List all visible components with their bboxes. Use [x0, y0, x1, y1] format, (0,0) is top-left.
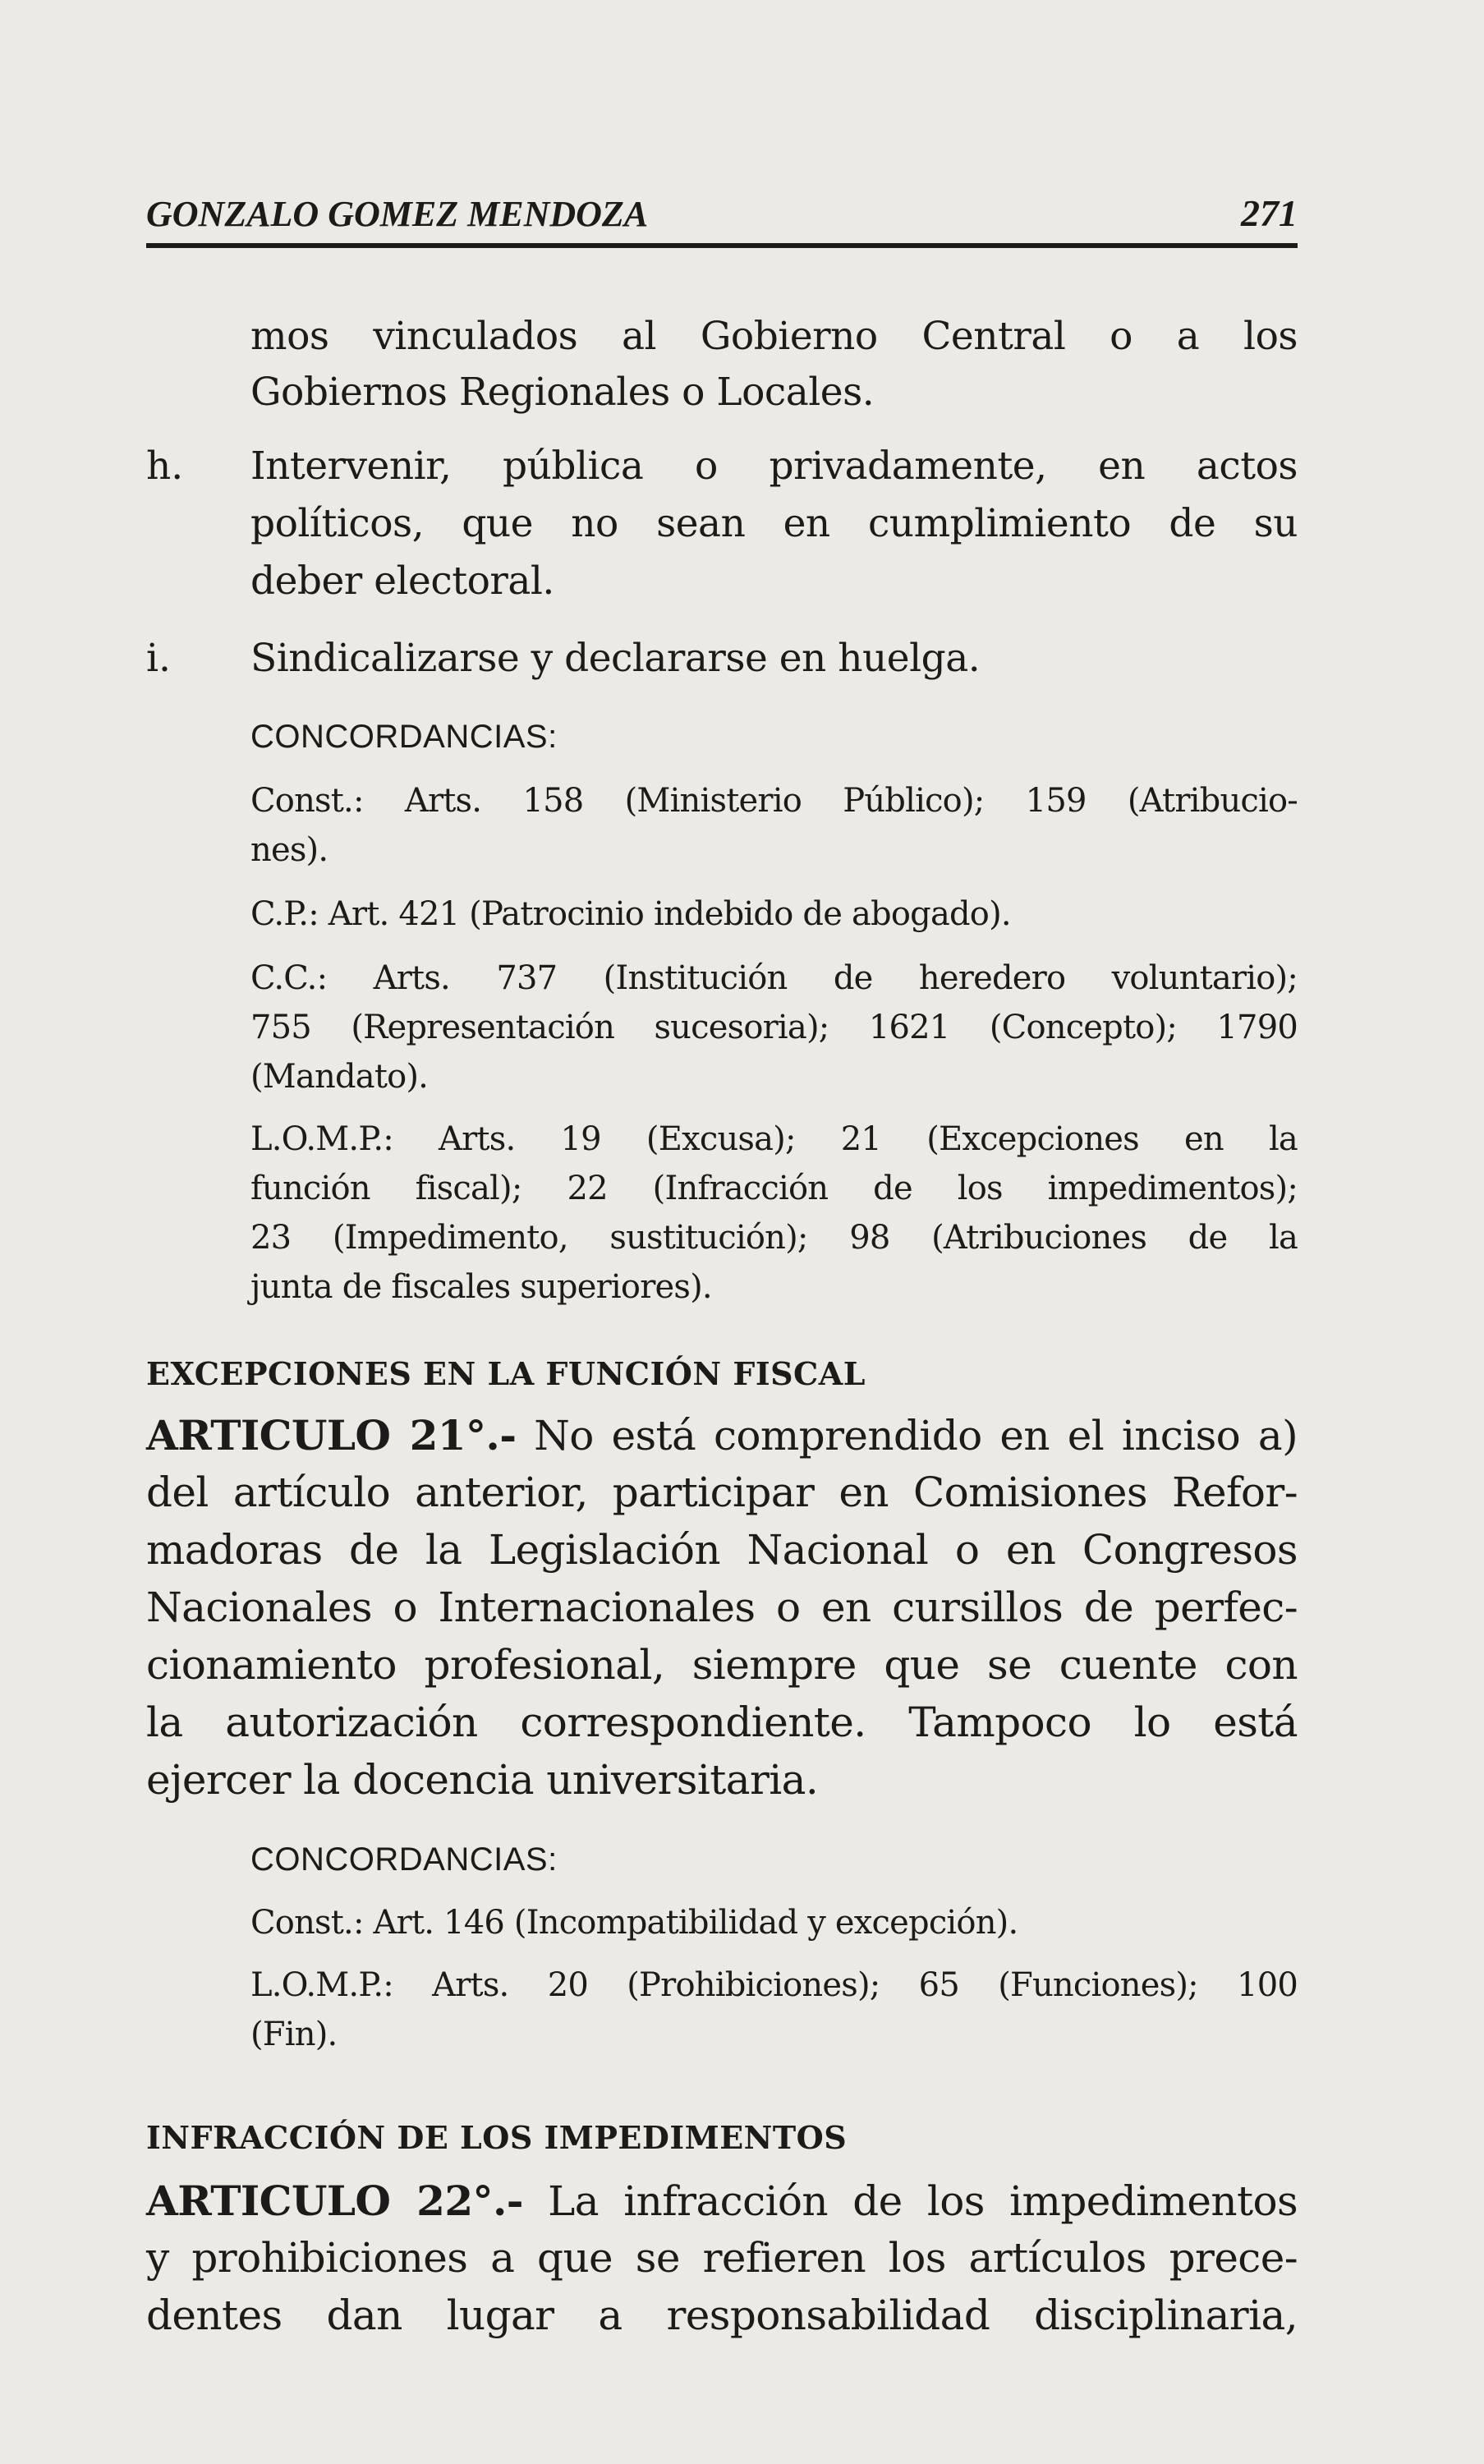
concordancia-line: 23 (Impedimento, sustitución); 98 (Atribuciones de la — [250, 1219, 1298, 1257]
concordancias-title: CONCORDANCIAS: — [250, 1841, 558, 1878]
article-21-first-text: No está comprendido en el inciso a) — [516, 1412, 1298, 1460]
article-21-line — [146, 1411, 1298, 1460]
running-header — [146, 184, 1298, 248]
article-22-line: dentes dan lugar a responsabilidad disciplinaria, — [146, 2292, 1298, 2339]
article-22-line: y prohibiciones a que se refieren los artículos prece- — [146, 2234, 1298, 2282]
concordancia-line: función fiscal); 22 (Infracción de los impedimentos); — [250, 1170, 1298, 1207]
article-21-line: cionamiento profesional, siempre que se cuente con — [146, 1641, 1298, 1689]
article-22-line — [146, 2177, 1298, 2225]
item-h-line: políticos, que no sean en cumplimiento de su — [250, 501, 1298, 546]
header-author: GONZALO GOMEZ MENDOZA — [146, 194, 649, 234]
item-h-line: deber electoral. — [250, 559, 554, 604]
concordancia-line: L.O.M.P.: Arts. 19 (Excusa); 21 (Excepciones en la — [250, 1120, 1298, 1158]
item-i-marker: i. — [146, 636, 171, 681]
page-number: 271 — [1241, 192, 1298, 234]
article-22-first-text: La infracción de los impedimentos — [522, 2177, 1298, 2225]
item-h-line: Intervenir, pública o privadamente, en actos — [250, 444, 1298, 489]
concordancia-line: junta de fiscales superiores). — [250, 1268, 712, 1306]
article-21-line: la autorización correspondiente. Tampoco lo está — [146, 1699, 1298, 1746]
concordancias-title: CONCORDANCIAS: — [250, 719, 558, 755]
concordancia-line: 755 (Representación sucesoria); 1621 (Concepto); 1790 — [250, 1009, 1298, 1046]
article-21-heading: EXCEPCIONES EN LA FUNCIÓN FISCAL — [146, 1355, 866, 1392]
article-21-line: madoras de la Legislación Nacional o en Congresos — [146, 1526, 1298, 1574]
concordancia-line: C.C.: Arts. 737 (Institución de heredero voluntario); — [250, 959, 1298, 997]
article-21-line: del artículo anterior, participar en Comisiones Refor- — [146, 1469, 1298, 1516]
concordancia-line: (Mandato). — [250, 1058, 429, 1096]
concordancia-line: C.P.: Art. 421 (Patrocinio indebido de abogado). — [250, 895, 1011, 933]
item-g-line: Gobiernos Regionales o Locales. — [250, 370, 875, 415]
concordancia-line: Const.: Arts. 158 (Ministerio Público); 159 (Atribucio- — [250, 782, 1298, 820]
concordancia-line: (Fin). — [250, 2016, 338, 2053]
article-21-line: ejercer la docencia universitaria. — [146, 1756, 819, 1804]
item-g-line: mos vinculados al Gobierno Central o a los — [250, 314, 1298, 359]
article-21-line: Nacionales o Internacionales o en cursillos de perfec- — [146, 1584, 1298, 1631]
item-h-marker: h. — [146, 444, 184, 489]
concordancia-line: L.O.M.P.: Arts. 20 (Prohibiciones); 65 (Funciones); 100 — [250, 1966, 1298, 2004]
concordancia-line: Const.: Art. 146 (Incompatibilidad y excepción). — [250, 1904, 1018, 1942]
article-22-heading: INFRACCIÓN DE LOS IMPEDIMENTOS — [146, 2119, 848, 2156]
item-i-line: Sindicalizarse y declararse en huelga. — [250, 636, 981, 681]
article-21-lead: ARTICULO 21°.- — [146, 1411, 517, 1460]
article-22-lead: ARTICULO 22°.- — [146, 2177, 523, 2225]
concordancia-line: nes). — [250, 831, 329, 869]
